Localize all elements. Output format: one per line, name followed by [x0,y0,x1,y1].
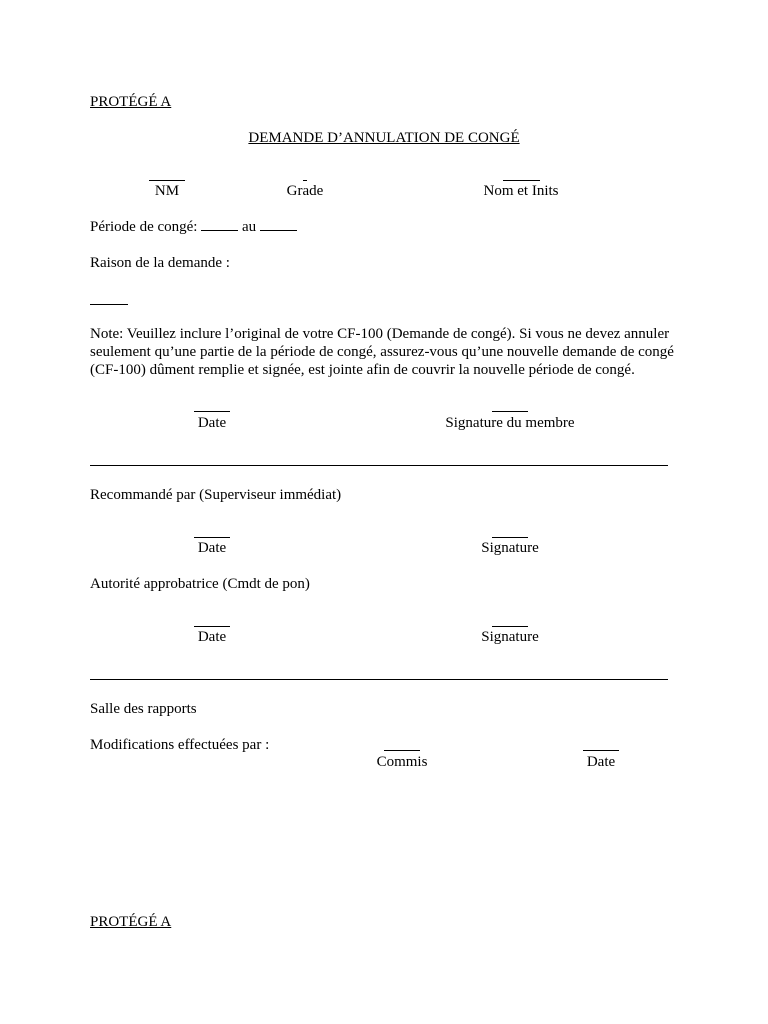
recommended-date-label: Date [197,540,227,556]
name-blank[interactable] [503,180,540,181]
member-date-blank[interactable] [194,411,230,412]
header-classification: PROTÉGÉ A [90,94,172,110]
period-connector: au [241,219,257,235]
approval-label: Autorité approbatrice (Cmdt de pon) [90,576,310,592]
nm-label: NM [154,183,180,199]
reason-label: Raison de la demande : [90,255,230,271]
member-date-label: Date [197,415,227,431]
footer-classification: PROTÉGÉ A [90,914,172,930]
period-end-blank[interactable] [260,218,297,231]
reason-blank[interactable] [90,304,128,305]
recommended-signature-label: Signature [481,540,539,556]
approval-date-blank[interactable] [194,626,230,627]
name-label: Nom et Inits [483,183,559,199]
period-row [90,218,297,236]
orderly-date-blank[interactable] [583,750,619,751]
nm-blank[interactable] [149,180,185,181]
note-paragraph: Note: Veuillez inclure l’original de votre CF-100 (Demande de congé). Si vous ne devez annuler seulement qu’une partie de la période de congé, assurez-vous qu’une nouvelle demande de congé (CF-100) dûment remplie et signée, est jointe afin de couvrir la nouvelle période de congé. [90,326,674,378]
section-divider [90,465,668,466]
member-signature-label: Signature du membre [445,415,575,431]
approval-date-label: Date [197,629,227,645]
approval-signature-blank[interactable] [492,626,528,627]
orderly-date-label: Date [586,754,616,770]
period-label: Période de congé: [90,219,198,235]
period-start-blank[interactable] [201,218,238,231]
changes-label: Modifications effectuées par : [90,737,270,753]
approval-signature-label: Signature [481,629,539,645]
grade-label: Grade [286,183,324,199]
clerk-blank[interactable] [384,750,420,751]
clerk-label: Commis [376,754,428,770]
member-signature-blank[interactable] [492,411,528,412]
recommended-signature-blank[interactable] [492,537,528,538]
orderly-room-label: Salle des rapports [90,701,197,717]
grade-blank[interactable] [303,180,307,181]
form-title: DEMANDE D’ANNULATION DE CONGÉ [248,130,520,146]
recommended-date-blank[interactable] [194,537,230,538]
recommended-label: Recommandé par (Superviseur immédiat) [90,487,342,503]
section-divider [90,679,668,680]
